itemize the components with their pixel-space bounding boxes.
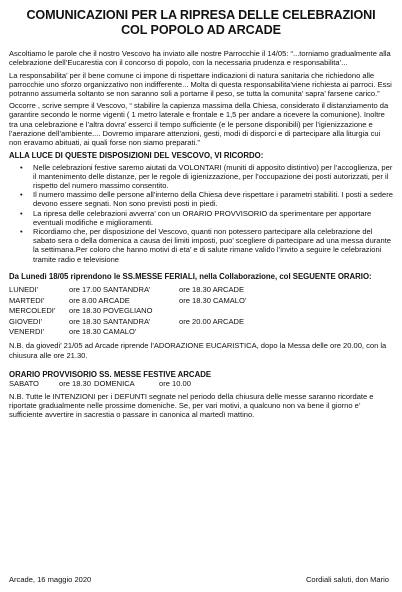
list-item (9, 190, 393, 208)
title-line-2: COL POPOLO AD ARCADE (121, 22, 281, 37)
schedule-time-2: ore 18.30 CAMALO’ (179, 295, 247, 305)
capacity-paragraph: Occorre , scrive sempre il Vescovo, “ stabilire la capienza massima della Chiesa, considerato il distanziamento da garantire secondo le norme vigenti ( 1 metro laterale e frontale e 1,5 per andare a ricevere la comunione). Inoltre tra una celebrazione e l’altra dovra’ esserci il tempo sufficiente (e le persone disponibili) per l’igienizzazione e l’aerazione dell’ambiente.... Dovremo imparare attenzioni, gesti, modi di disporci e di partecipare alla liturgia cui non eravamo abituati, ai quali forse non siamo preparati.” (9, 101, 389, 148)
schedule-time-1: ore 17.00 SANTANDRA’ (69, 285, 151, 295)
bullet-icon: • (20, 227, 23, 237)
schedule-time-2: ore 18.30 ARCADE (179, 285, 245, 295)
list-item (9, 227, 393, 264)
title-line-1: COMUNICAZIONI PER LA RIPRESA DELLE CELEBRAZIONI (26, 8, 376, 22)
schedule-day: LUNEDI’ (9, 285, 39, 295)
responsibility-paragraph: La responsabilita’ per il bene comune ci impone di rispettare indicazioni di natura sanitaria che richiedono alle parrocchie uno sforzo organizzativo non indifferente... Molta di questa responsabilita’viene richiesta ai parroci. Essi potranno assumerla soltanto se non saranno soli a portarne il peso, se tutta la comunita’ sapra’ farsene carico.” (9, 70, 392, 98)
list-item-text: Ricordiamo che, per disposizione del Vescovo, quanti non potessero partecipare alla celebrazione del sabato sera o della domenica a causa dei limiti imposti, puo’ scegliere di partecipare ad una messa durante la settimana.Per coloro che hanno motivi di eta’ e di salute rimane valido l’invito a seguire le celebrazioni tramite radio e televisione (33, 227, 391, 264)
schedule-day: MARTEDI’ (9, 295, 45, 305)
festive-saturday-time: ore 18.30 (59, 379, 91, 389)
festive-sunday-label: DOMENICA (94, 379, 135, 389)
festive-schedule-heading: ORARIO PROVVISORIO SS. MESSE FESTIVE ARCADE (9, 369, 212, 379)
schedule-time-1: ore 18.30 SANTANDRA’ (69, 316, 151, 326)
weekday-schedule-heading: Da Lunedì 18/05 riprendono le SS.MESSE FERIALI, nella Collaborazione, col SEGUENTE ORARIO: (9, 271, 372, 281)
reminder-list (9, 163, 393, 264)
list-item (9, 163, 393, 191)
list-item-text: La ripresa delle celebrazioni avverra’ con un ORARIO PROVVISORIO da sperimentare per apportare eventuali modifiche e miglioramenti. (33, 208, 372, 227)
schedule-row (9, 317, 393, 327)
schedule-time-2: ore 20.00 ARCADE (179, 316, 245, 326)
schedule-day: MERCOLEDI’ (9, 306, 56, 316)
place-date: Arcade, 16 maggio 2020 (9, 575, 92, 584)
schedule-row (9, 306, 393, 316)
festive-schedule-row (9, 379, 393, 389)
weekday-schedule (9, 285, 393, 337)
list-item (9, 209, 393, 227)
reminder-heading: ALLA LUCE DI QUESTE DISPOSIZIONI DEL VESCOVO, VI RICORDO: (9, 151, 264, 161)
schedule-time-1: ore 8.00 ARCADE (69, 295, 130, 305)
schedule-row (9, 327, 393, 337)
schedule-time-1: ore 18.30 POVEGLIANO (69, 306, 153, 316)
schedule-day: GIOVEDI’ (9, 316, 43, 326)
list-item-text: Nelle celebrazioni festive saremo aiutati da VOLONTARI (muniti di apposito distintivo) per l’accoglienza, per il mantenimento delle distanze, per le regole di igienizzazione, per l’occupazione dei posti autorizzati, per il rispetto del numero massimo consentito. (33, 162, 393, 191)
bullet-icon: • (20, 208, 23, 218)
bullet-icon: • (20, 162, 23, 172)
schedule-day: VENERDI’ (9, 327, 45, 337)
intentions-note: N.B. Tutte le INTENZIONI per i DEFUNTI segnate nel periodo della chiusura delle messe saranno ricordate e riportate gradualmente nelle prossime domeniche. Se, per vari motivi, a qualcuno non va bene il giorno e’ sufficiente avvertire in sacrestia o passare in canonica al martedì mattino. (9, 391, 374, 419)
festive-sunday-time: ore 10.00 (159, 379, 191, 389)
bullet-icon: • (20, 190, 23, 200)
signature: Cordiali saluti, don Mario (305, 575, 389, 584)
festive-saturday-label: SABATO (9, 379, 39, 389)
schedule-row (9, 296, 393, 306)
adoration-note: N.B. da giovedi’ 21/05 ad Arcade riprende l’ADORAZIONE EUCARISTICA, dopo la Messa delle ore 20.00, con la chiusura alle ore 21.30. (9, 341, 387, 360)
page-title (9, 8, 393, 37)
list-item-text: Il numero massimo delle persone all’interno della Chiesa deve rispettare i parametri stabiliti. I posti a sedere devono essere segnati. Non sono previsti posti in piedi. (33, 190, 393, 209)
schedule-row (9, 285, 393, 295)
intro-paragraph: Ascoltiamo le parole che il nostro Vescovo ha inviato alle nostre Parrocchie il 14/05: “...torniamo gradualmente alla celebrazione dell’Eucarestia con il concorso di popolo, con la necessaria prudenza e responsabilita’... (9, 49, 391, 68)
schedule-time-1: ore 18.30 CAMALO’ (69, 327, 137, 337)
